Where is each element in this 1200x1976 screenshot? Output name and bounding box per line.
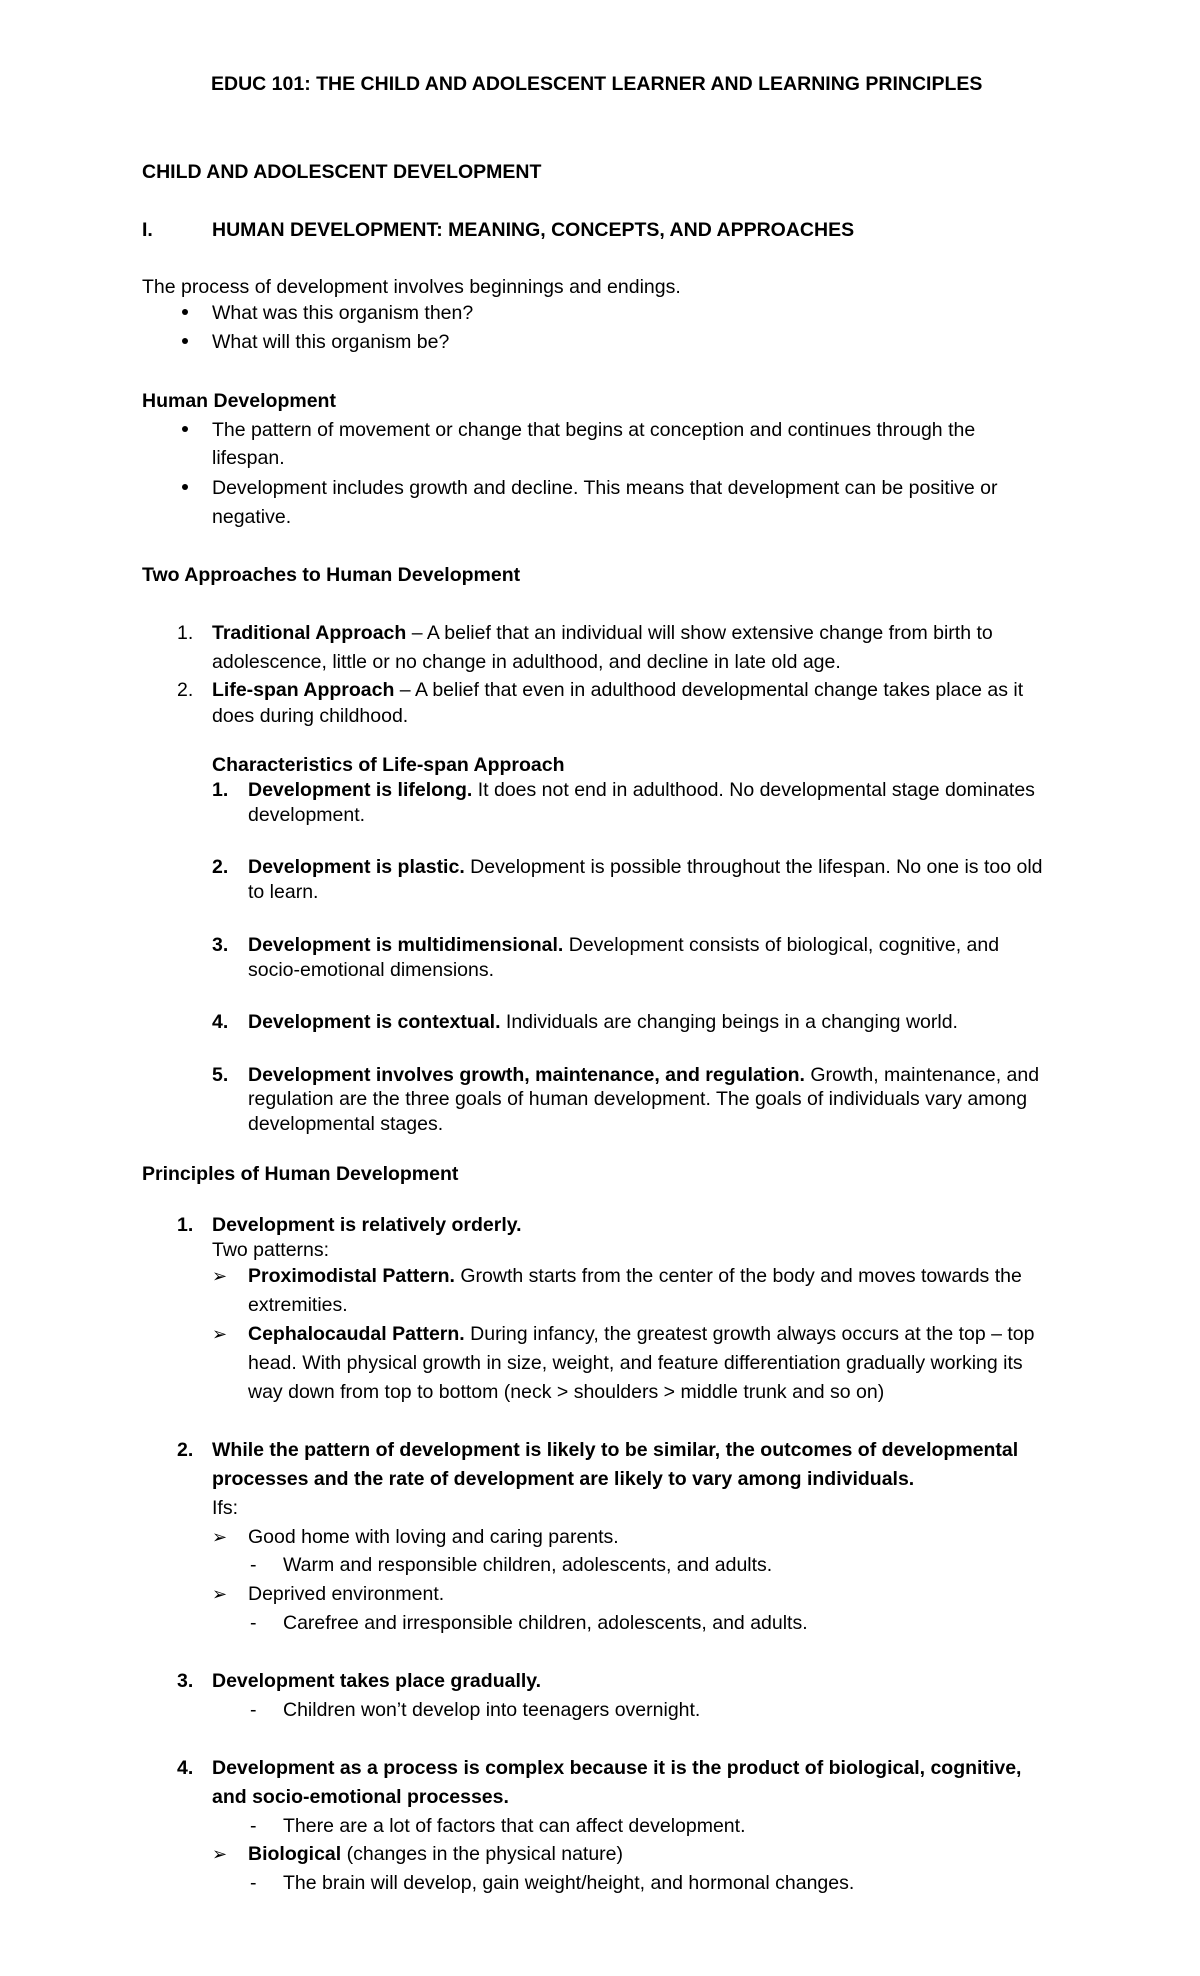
- char-5-text: Growth, maintenance, and: [804, 1064, 1040, 1086]
- char-4-term: Development is contextual.: [248, 1011, 501, 1033]
- arrow-bullet-icon: ➢: [212, 1527, 228, 1547]
- char-3-line-2: socio-emotional dimensions.: [248, 959, 495, 981]
- principle-3-title: Development takes place gradually.: [212, 1670, 542, 1692]
- char-3-line-1: [248, 931, 999, 959]
- hd-bullet-2-line-2: negative.: [212, 506, 292, 528]
- principle-1-pattern-a-line-1: [248, 1262, 1022, 1290]
- char-3-term: Development is multidimensional.: [248, 934, 564, 956]
- dash-icon: -: [250, 1699, 257, 1721]
- arrow-bullet-icon: ➢: [212, 1844, 228, 1864]
- principle-4-detail: There are a lot of factors that can affect development.: [283, 1815, 746, 1837]
- bullet-icon: [182, 338, 188, 344]
- principle-1-pattern-a-line-2: extremities.: [248, 1294, 348, 1316]
- char-3-number: 3.: [212, 934, 229, 956]
- principle-2-subtitle: Ifs:: [212, 1497, 239, 1519]
- dash-icon: -: [250, 1612, 257, 1634]
- principle-3-number: 3.: [177, 1670, 194, 1692]
- principle-1-pattern-b-line-2: head. With physical growth in size, weight, and feature differentiation gradually working its: [248, 1352, 1023, 1374]
- approach-1-definition: – A belief that an individual will show extensive change from birth to: [406, 622, 993, 644]
- cephalocaudal-text: During infancy, the greatest growth always occurs at the top – top: [464, 1323, 1035, 1345]
- char-5-number: 5.: [212, 1064, 229, 1086]
- principle-2-if-a: Good home with loving and caring parents.: [248, 1526, 619, 1548]
- hd-bullet-1-line-2: lifespan.: [212, 447, 285, 469]
- char-2-line-2: to learn.: [248, 881, 319, 903]
- approach-1-line-1: [212, 619, 993, 647]
- dash-icon: -: [250, 1815, 257, 1837]
- principle-2-if-b-result: Carefree and irresponsible children, adolescents, and adults.: [283, 1612, 808, 1634]
- approach-1-line-2: adolescence, little or no change in adulthood, and decline in late old age.: [212, 651, 841, 673]
- principle-4-biological: [248, 1840, 623, 1868]
- principle-1-number: 1.: [177, 1214, 194, 1236]
- cephalocaudal-term: Cephalocaudal Pattern.: [248, 1323, 465, 1345]
- principle-2-if-a-result: Warm and responsible children, adolescents, and adults.: [283, 1554, 773, 1576]
- section-heading: CHILD AND ADOLESCENT DEVELOPMENT: [142, 161, 542, 183]
- approach-2-line-1: [212, 676, 1023, 704]
- char-2-line-1: [248, 853, 1043, 881]
- char-1-line-2: development.: [248, 804, 366, 826]
- approach-2-line-2: does during childhood.: [212, 705, 409, 727]
- char-3-text: Development consists of biological, cognitive, and: [563, 934, 1000, 956]
- char-2-term: Development is plastic.: [248, 856, 465, 878]
- char-1-text: It does not end in adulthood. No developmental stage dominates: [472, 779, 1035, 801]
- principle-4-number: 4.: [177, 1757, 194, 1779]
- char-5-line-3: developmental stages.: [248, 1113, 444, 1135]
- human-development-heading: Human Development: [142, 390, 336, 412]
- biological-text: (changes in the physical nature): [341, 1843, 624, 1865]
- principle-2-number: 2.: [177, 1439, 194, 1461]
- principles-heading: Principles of Human Development: [142, 1163, 459, 1185]
- approach-1-term: Traditional Approach: [212, 622, 407, 644]
- arrow-bullet-icon: ➢: [212, 1324, 228, 1344]
- principle-4-biological-detail: The brain will develop, gain weight/height, and hormonal changes.: [283, 1872, 855, 1894]
- biological-term: Biological: [248, 1843, 342, 1865]
- characteristics-heading: Characteristics of Life-span Approach: [212, 754, 565, 776]
- approaches-heading: Two Approaches to Human Development: [142, 564, 521, 586]
- intro-bullet-1: What was this organism then?: [212, 302, 474, 324]
- char-2-text: Development is possible throughout the lifespan. No one is too old: [464, 856, 1043, 878]
- principle-3-detail: Children won’t develop into teenagers overnight.: [283, 1699, 701, 1721]
- part-number: I.: [142, 219, 153, 241]
- hd-bullet-2-line-1: Development includes growth and decline. This means that development can be positive or: [212, 477, 998, 499]
- char-2-number: 2.: [212, 856, 229, 878]
- principle-2-if-b: Deprived environment.: [248, 1583, 445, 1605]
- bullet-icon: [182, 484, 188, 490]
- principle-1-title: Development is relatively orderly.: [212, 1214, 522, 1236]
- arrow-bullet-icon: ➢: [212, 1266, 228, 1286]
- char-4-line-1: [248, 1008, 958, 1036]
- approach-2-number: 2.: [177, 679, 194, 701]
- dash-icon: -: [250, 1554, 257, 1576]
- principle-4-line-2: and socio-emotional processes.: [212, 1786, 509, 1808]
- principle-2-line-2: processes and the rate of development are likely to vary among individuals.: [212, 1468, 915, 1490]
- principle-4-line-1: Development as a process is complex because it is the product of biological, cognitive,: [212, 1757, 1022, 1779]
- part-title: HUMAN DEVELOPMENT: MEANING, CONCEPTS, AND APPROACHES: [212, 219, 855, 241]
- char-5-line-2: regulation are the three goals of human development. The goals of individuals vary among: [248, 1088, 1028, 1110]
- intro-text: The process of development involves beginnings and endings.: [142, 276, 681, 298]
- approach-1-number: 1.: [177, 622, 194, 644]
- principle-2-line-1: While the pattern of development is likely to be similar, the outcomes of developmental: [212, 1439, 1019, 1461]
- hd-bullet-1-line-1: The pattern of movement or change that begins at conception and continues through the: [212, 419, 976, 441]
- bullet-icon: [182, 426, 188, 432]
- proximodistal-term: Proximodistal Pattern.: [248, 1265, 455, 1287]
- approach-2-term: Life-span Approach: [212, 679, 395, 701]
- char-1-number: 1.: [212, 779, 229, 801]
- proximodistal-text: Growth starts from the center of the body and moves towards the: [454, 1265, 1022, 1287]
- char-5-term: Development involves growth, maintenance, and regulation.: [248, 1064, 805, 1086]
- approach-2-definition: – A belief that even in adulthood developmental change takes place as it: [394, 679, 1024, 701]
- principle-1-pattern-b-line-3: way down from top to bottom (neck > shoulders > middle trunk and so on): [248, 1381, 885, 1403]
- arrow-bullet-icon: ➢: [212, 1584, 228, 1604]
- principle-1-pattern-b-line-1: [248, 1320, 1035, 1348]
- principle-1-subtitle: Two patterns:: [212, 1239, 330, 1261]
- document-title: EDUC 101: THE CHILD AND ADOLESCENT LEARNER AND LEARNING PRINCIPLES: [211, 73, 983, 95]
- char-4-text: Individuals are changing beings in a changing world.: [500, 1011, 958, 1033]
- char-1-line-1: [248, 776, 1035, 804]
- intro-bullet-2: What will this organism be?: [212, 331, 450, 353]
- char-4-number: 4.: [212, 1011, 229, 1033]
- char-1-term: Development is lifelong.: [248, 779, 473, 801]
- bullet-icon: [182, 309, 188, 315]
- dash-icon: -: [250, 1872, 257, 1894]
